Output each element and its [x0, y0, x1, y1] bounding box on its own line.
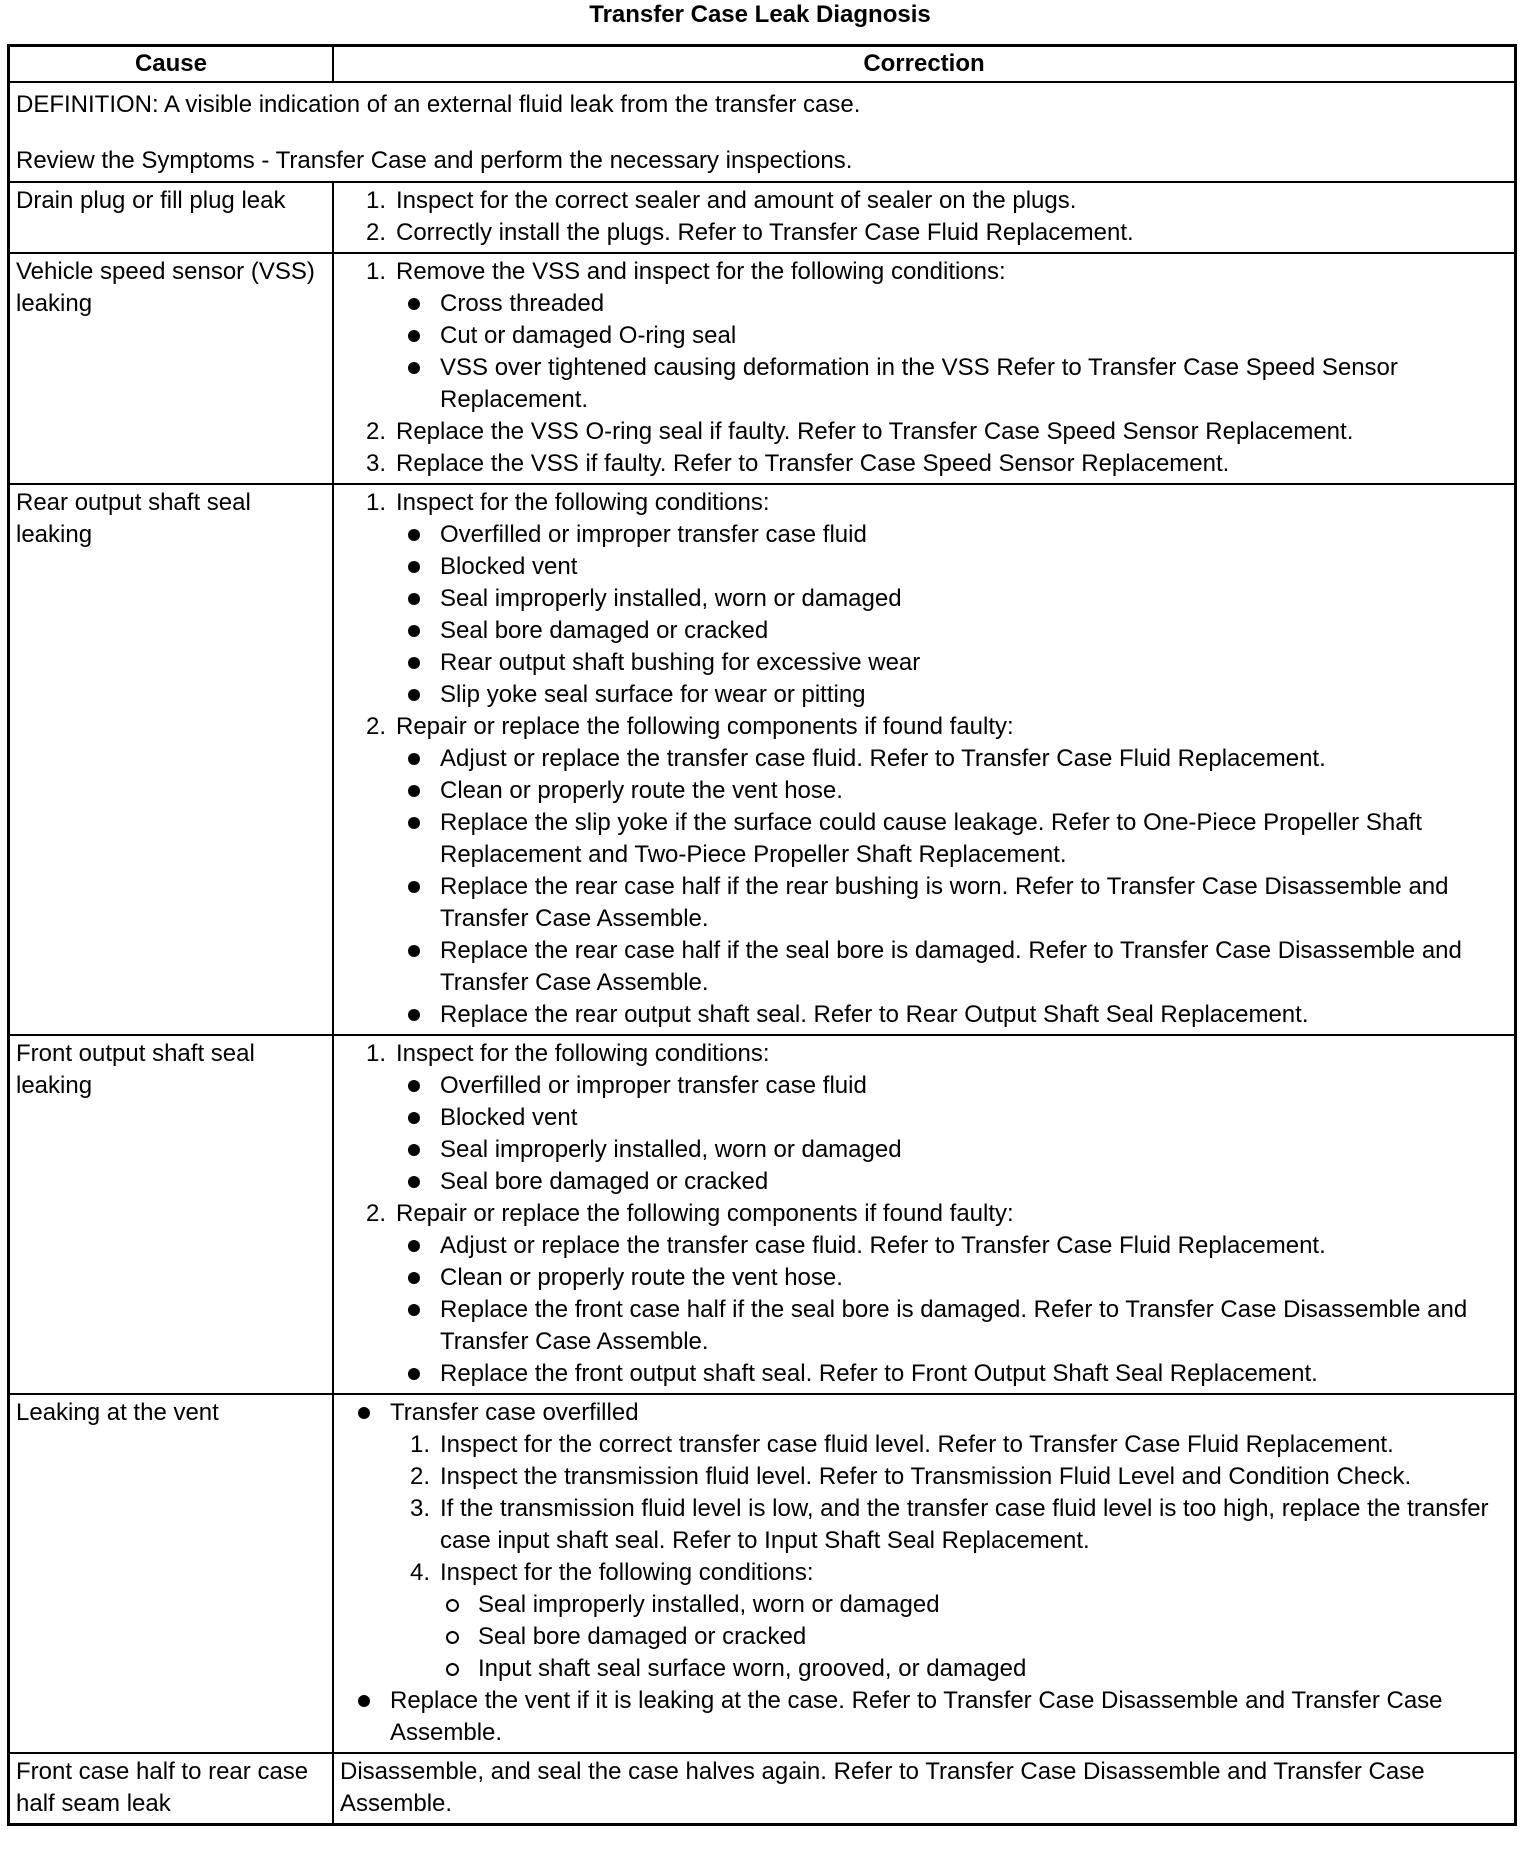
- step-item: 1. Inspect for the correct sealer and amount of sealer on the plugs.: [365, 187, 1077, 214]
- list-item: Adjust or replace the transfer case fluid. Refer to Transfer Case Fluid Replacement.: [402, 1230, 1508, 1262]
- table-row: [9, 182, 1516, 253]
- definition-cell: [9, 82, 1516, 182]
- list-item: Replace the rear output shaft seal. Refer to Rear Output Shaft Seal Replacement.: [402, 999, 1508, 1031]
- definition-text: DEFINITION: A visible indication of an external fluid leak from the transfer case.: [16, 91, 861, 118]
- list-item: Transfer case overfilled: [352, 1397, 1508, 1429]
- list-item: Seal improperly installed, worn or damaged: [402, 583, 1508, 615]
- list-item: 2. Inspect the transmission fluid level. Refer to Transmission Fluid Level and Condition Check.: [409, 1463, 1412, 1490]
- list-item: Cut or damaged O-ring seal: [402, 320, 1508, 352]
- table-body: [9, 182, 1516, 1394]
- step-item: 3. Replace the VSS if faulty. Refer to Transfer Case Speed Sensor Replacement.: [365, 450, 1230, 477]
- list-item: 4. Inspect for the following conditions:: [409, 1559, 814, 1586]
- bullet-icon: [402, 679, 440, 711]
- cause-cell: Rear output shaft seal leaking: [9, 484, 334, 1035]
- list-item: Seal bore damaged or cracked: [402, 1166, 1508, 1198]
- header-row: [9, 46, 1516, 83]
- step-item: 1. Remove the VSS and inspect for the following conditions:: [365, 258, 1006, 285]
- list-item: Replace the slip yoke if the surface could cause leakage. Refer to One-Piece Propeller Shaft Replacement and Two-Piece Propeller Shaft Replacement.: [402, 807, 1508, 871]
- bullet-icon: [402, 775, 440, 807]
- list-item: Seal bore damaged or cracked: [402, 615, 1508, 647]
- list-item: Seal improperly installed, worn or damaged: [402, 1134, 1508, 1166]
- cause-cell: Front case half to rear case half seam leak: [9, 1753, 334, 1825]
- cause-cell: Leaking at the vent: [9, 1394, 334, 1753]
- page-title: Transfer Case Leak Diagnosis: [589, 1, 931, 28]
- correction-header: Correction: [333, 46, 1516, 83]
- circle-bullet-icon: [440, 1589, 478, 1621]
- list-item: Slip yoke seal surface for wear or pitting: [402, 679, 1508, 711]
- bullet-icon: [402, 1294, 440, 1358]
- circle-bullet-icon: [440, 1621, 478, 1653]
- bullet-icon: [402, 1070, 440, 1102]
- list-item: Replace the front output shaft seal. Refer to Front Output Shaft Seal Replacement.: [402, 1358, 1508, 1390]
- cause-cell: Vehicle speed sensor (VSS) leaking: [9, 253, 334, 484]
- bullet-icon: [402, 1166, 440, 1198]
- bullet-icon: [402, 615, 440, 647]
- bullet-icon: [402, 352, 440, 416]
- bullet-icon: [402, 1358, 440, 1390]
- bullet-icon: [402, 1134, 440, 1166]
- bullet-icon: [352, 1685, 390, 1749]
- correction-cell: [333, 1394, 1516, 1753]
- bullet-icon: [402, 743, 440, 775]
- correction-cell: [333, 484, 1516, 1035]
- list-item: Seal improperly installed, worn or damaged: [440, 1589, 1508, 1621]
- diagnosis-table: [7, 44, 1517, 1826]
- bullet-icon: [402, 1230, 440, 1262]
- circle-bullet-icon: [440, 1653, 478, 1685]
- step-item: 1. Inspect for the following conditions:: [365, 489, 770, 516]
- correction-cell: [333, 1035, 1516, 1394]
- correction-cell: [333, 182, 1516, 253]
- list-item: Seal bore damaged or cracked: [440, 1621, 1508, 1653]
- list-item: Clean or properly route the vent hose.: [402, 1262, 1508, 1294]
- step-item: 2. Replace the VSS O-ring seal if faulty. Refer to Transfer Case Speed Sensor Replacement.: [365, 418, 1354, 445]
- step-item: 1. Inspect for the following conditions:: [365, 1040, 770, 1067]
- list-item: VSS over tightened causing deformation in the VSS Refer to Transfer Case Speed Sensor Replacement.: [402, 352, 1508, 416]
- list-item: Blocked vent: [402, 1102, 1508, 1134]
- step-item: 2. Correctly install the plugs. Refer to Transfer Case Fluid Replacement.: [365, 219, 1134, 246]
- list-item: Blocked vent: [402, 551, 1508, 583]
- bullet-icon: [402, 320, 440, 352]
- list-item: Replace the front case half if the seal bore is damaged. Refer to Transfer Case Disassemble and Transfer Case Assemble.: [402, 1294, 1508, 1358]
- list-item: 3. If the transmission fluid level is low, and the transfer case fluid level is too high, replace the transfer case input shaft seal. Refer to Input Shaft Seal Replacement.: [409, 1495, 1489, 1554]
- table-row: [9, 1035, 1516, 1394]
- list-item: 1. Inspect for the correct transfer case fluid level. Refer to Transfer Case Fluid Replacement.: [409, 1431, 1394, 1458]
- bullet-icon: [402, 1262, 440, 1294]
- bullet-icon: [402, 807, 440, 871]
- table-row: [9, 253, 1516, 484]
- list-item: Overfilled or improper transfer case fluid: [402, 1070, 1508, 1102]
- list-item: Input shaft seal surface worn, grooved, or damaged: [440, 1653, 1508, 1685]
- review-text: Review the Symptoms - Transfer Case and perform the necessary inspections.: [16, 147, 853, 174]
- bullet-icon: [402, 551, 440, 583]
- definition-row: [9, 82, 1516, 182]
- list-item: Clean or properly route the vent hose.: [402, 775, 1508, 807]
- correction-cell: [333, 253, 1516, 484]
- cause-cell: Drain plug or fill plug leak: [9, 182, 334, 253]
- bullet-icon: [402, 519, 440, 551]
- list-item: Overfilled or improper transfer case fluid: [402, 519, 1508, 551]
- list-item: Adjust or replace the transfer case fluid. Refer to Transfer Case Fluid Replacement.: [402, 743, 1508, 775]
- list-item: Rear output shaft bushing for excessive wear: [402, 647, 1508, 679]
- bullet-icon: [402, 288, 440, 320]
- bullet-icon: [402, 647, 440, 679]
- bullet-icon: [402, 871, 440, 935]
- table-row: [9, 1753, 1516, 1825]
- list-item: Cross threaded: [402, 288, 1508, 320]
- step-item: 2. Repair or replace the following components if found faulty:: [365, 1200, 1014, 1227]
- bullet-icon: [402, 935, 440, 999]
- bullet-icon: [402, 999, 440, 1031]
- bullet-icon: [352, 1397, 390, 1429]
- list-item: Replace the rear case half if the rear bushing is worn. Refer to Transfer Case Disassemble and Transfer Case Assemble.: [402, 871, 1508, 935]
- correction-cell: Disassemble, and seal the case halves again. Refer to Transfer Case Disassemble and Transfer Case Assemble.: [333, 1753, 1516, 1825]
- table-row: [9, 484, 1516, 1035]
- table-row: [9, 1394, 1516, 1753]
- list-item: Replace the vent if it is leaking at the case. Refer to Transfer Case Disassemble and Transfer Case Assemble.: [352, 1685, 1508, 1749]
- bullet-icon: [402, 583, 440, 615]
- bullet-icon: [402, 1102, 440, 1134]
- cause-header: Cause: [9, 46, 334, 83]
- cause-cell: Front output shaft seal leaking: [9, 1035, 334, 1394]
- list-item: Replace the rear case half if the seal bore is damaged. Refer to Transfer Case Disassemble and Transfer Case Assemble.: [402, 935, 1508, 999]
- step-item: 2. Repair or replace the following components if found faulty:: [365, 713, 1014, 740]
